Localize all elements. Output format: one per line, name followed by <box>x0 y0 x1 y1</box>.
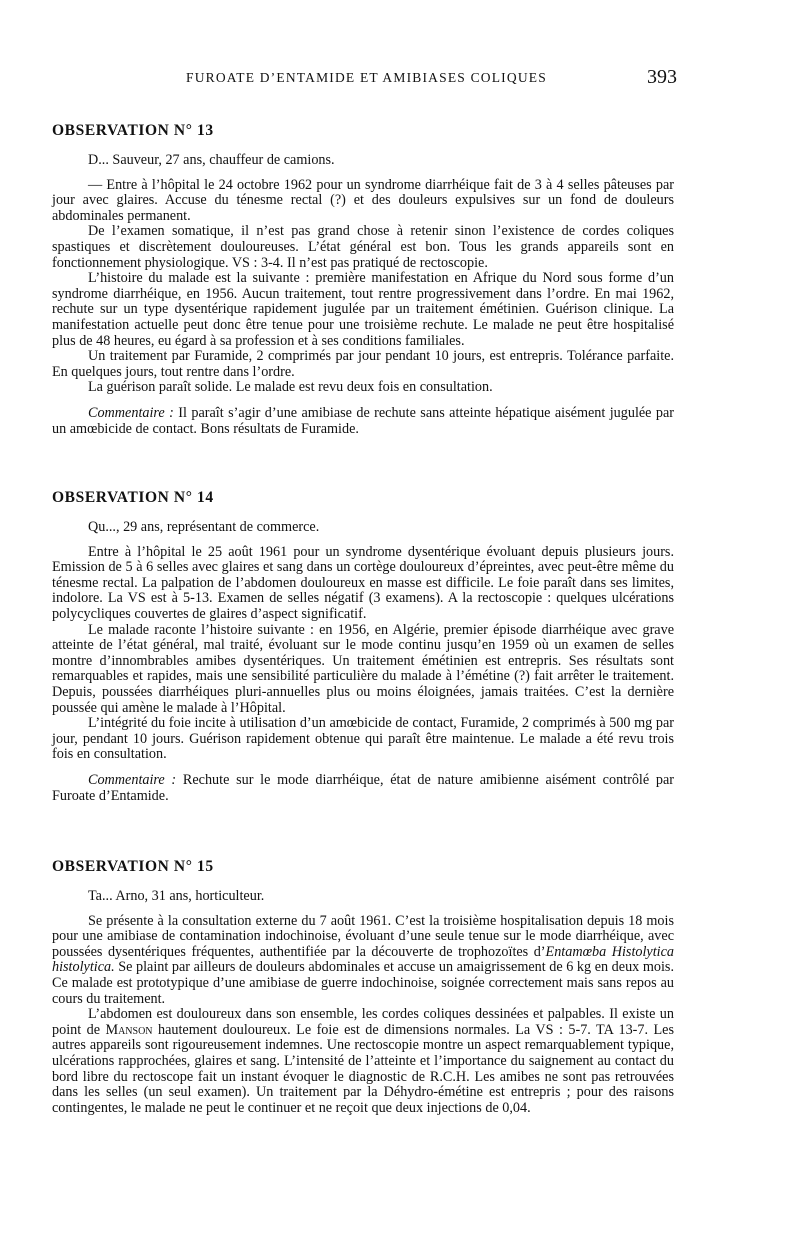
commentary-text: Il paraît s’agir d’une amibiase de rechute sans atteinte hépatique aisément jugulée par un amœbicide de contact. Bons résultats de Furamide. <box>52 404 675 437</box>
observation-14 <box>52 488 674 804</box>
commentary-text: Rechute sur le mode diarrhéique, état de nature amibienne aisément contrôlé par Furoate d’Entamide. <box>52 771 674 804</box>
text-run: hautement douloureux. Le foie est de dimensions normales. La VS : 5-7. TA 13-7. Les autres appareils sont rigoureusement indemnes. Une rectoscopie montre un aspect remarquablement typique, ulcérations rapprochées, glaires et sang. L’intensité de l’atteinte et l’importance du saignement au contact du bord libre du rectoscope fait un instant évoquer le diagnostic de R.C.H. Les amibes ne sont pas retrouvées dans les selles (un seul examen). Un traitement par la Déhydro-émétine est entrepris ; pour des raisons contingentes, le malade ne peut le continuer et ne reçoit que deux injections de 0,04. <box>52 1021 674 1116</box>
commentary <box>52 406 674 437</box>
patient-line: D... Sauveur, 27 ans, chauffeur de camions. <box>88 152 335 168</box>
patient-line: Qu..., 29 ans, représentant de commerce. <box>88 519 320 535</box>
paragraph: De l’examen somatique, il n’est pas grand chose à retenir sinon l’existence de cordes coliques spastiques et discrètement douloureuses. L’état général est bon. Tous les grands appareils sont en fonctionnement physiologique. VS : 3-4. Il n’est pas pratiqué de rectoscopie. <box>52 223 674 271</box>
patient-line: Ta... Arno, 31 ans, horticulteur. <box>88 888 265 904</box>
paragraph: — Entre à l’hôpital le 24 octobre 1962 pour un syndrome diarrhéique fait de 3 à 4 selles pâteuses par jour avec glaires. Accuse du ténesme rectal (?) et des douleurs expulsives sur un fond de douleurs abdominales permanent. <box>52 176 674 224</box>
text-run: Se plaint par ailleurs de douleurs abdominales et accuse un amaigrissement de 6 kg en deux mois. Ce malade est prototypique d’une amibiase de guerre indochinoise, soignée correctement mais sans repos au cours du traitement. <box>52 959 674 1007</box>
paragraph: Entre à l’hôpital le 25 août 1961 pour un syndrome dysentérique évoluant depuis plusieurs jours. Emission de 5 à 6 selles avec glaires et sang dans un cortège douloureux d’épreintes, avec peut-être même du ténesme rectal. La palpation de l’abdomen douloureux en masse est difficile. Le foie paraît dans ses limites, indolore. La VS est à 5-13. Examen de selles négatif (3 examens). A la rectoscopie : quelques ulcérations polycycliques couvertes de glaires d’aspect significatif. <box>52 543 674 622</box>
paragraph <box>52 1007 674 1116</box>
paragraph <box>52 914 674 1008</box>
text-run: Se présente à la consultation externe du 7 août 1961. C’est la troisième hospitalisation depuis 18 mois pour une amibiase de contamination indochinoise, évoluant d’une seule tenue sur le mode diarrhéique, avec poussées dysentériques fréquentes, authentifiée par la découverte de trophozoïtes d’ <box>52 912 674 960</box>
paragraph: La guérison paraît solide. Le malade est revu deux fois en consultation. <box>88 379 493 396</box>
running-head <box>0 66 800 94</box>
running-title: FUROATE D’ENTAMIDE ET AMIBIASES COLIQUES <box>186 70 547 85</box>
commentary-label: Commentaire : <box>88 771 177 788</box>
observation-15 <box>52 857 674 1116</box>
observation-title: OBSERVATION N° 15 <box>52 858 214 875</box>
observation-title: OBSERVATION N° 13 <box>52 122 214 139</box>
paragraph: L’intégrité du foie incite à utilisation d’un amœbicide de contact, Furamide, 2 comprimés à 500 mg par jour, pendant 10 jours. Guérison rapidement obtenue qui paraît être maintenue. Le malade a été revu trois fois en consultation. <box>52 715 674 763</box>
paragraph: L’histoire du malade est la suivante : première manifestation en Afrique du Nord sous forme d’un syndrome diarrhéique, en 1956. Aucun traitement, tout rentre progressivement dans l’ordre. En mai 1962, rechute sur un type dysentérique rapidement jugulée par un traitement émétinien. Guérison clinique. La manifestation actuelle peut donc être tenue pour une troisième rechute. Le malade ne peut être hospitalisé plus de 48 heures, eu égard à sa profession et à ses conditions familiales. <box>52 270 674 349</box>
commentary-label: Commentaire : <box>88 404 174 421</box>
page-number: 393 <box>647 66 677 88</box>
observation-title: OBSERVATION N° 14 <box>52 489 214 506</box>
paragraph: Le malade raconte l’histoire suivante : en 1956, en Algérie, premier épisode diarrhéique avec grave atteinte de l’état général, mal traité, évoluant sur le mode continu jusqu’en 1959 où un examen de selles montre d’innombrables amibes dysentériques. Un traitement émétinien est entrepris. Ses résultats sont remarquables et rapides, mais une sensibilité particulière du malade à l’émétine (?) fait arrêter le traitement. Depuis, poussées diarrhéiques pluri-annuelles plus ou moins éloignées, jamais traitées. C’est la dernière poussée qui amène le malade à l’Hôpital. <box>52 621 674 716</box>
commentary <box>52 773 674 804</box>
species-name: Entamœba Histolytica histolytica. <box>52 943 674 976</box>
text-run: L’abdomen est douloureux dans son ensemble, les cordes coliques dessinées et palpables. Il existe un point de <box>52 1006 674 1038</box>
eponym: Manson <box>105 1021 153 1038</box>
paragraph: Un traitement par Furamide, 2 comprimés par jour pendant 10 jours, est entrepris. Tolérance parfaite. En quelques jours, tout rentre dans l’ordre. <box>52 348 674 380</box>
observation-13 <box>52 121 674 437</box>
